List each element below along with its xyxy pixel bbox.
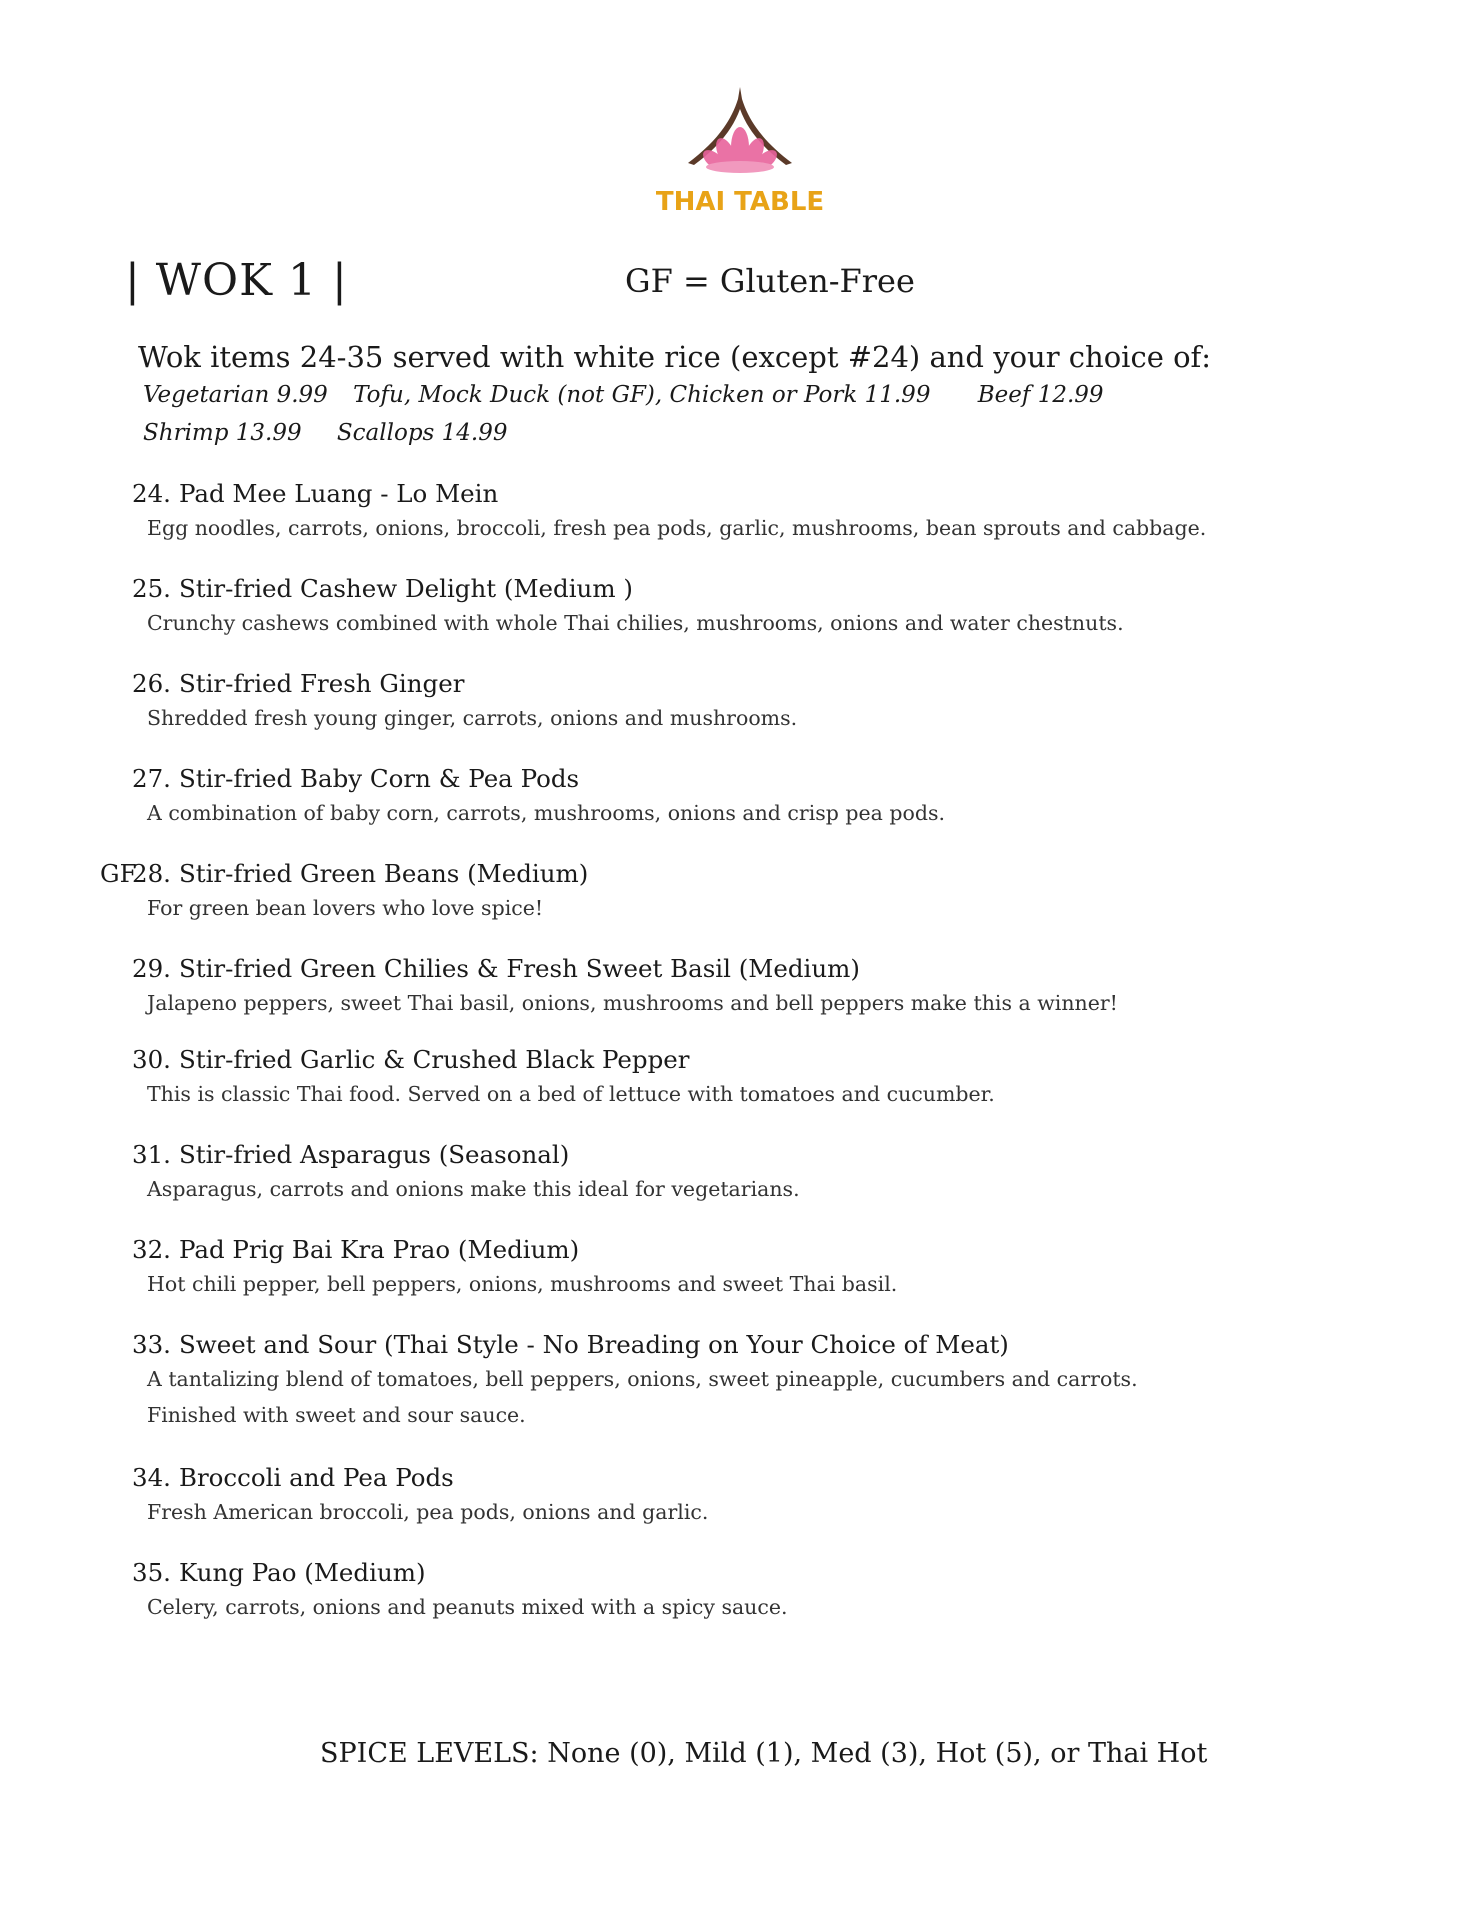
item-name: Kung Pao (Medium): [178, 1558, 426, 1587]
menu-item: [132, 953, 1282, 1021]
item-description: Egg noodles, carrots, onions, broccoli, fresh pea pods, garlic, mushrooms, bean sprouts and cabbage.: [147, 516, 1207, 540]
item-description: This is classic Thai food. Served on a bed of lettuce with tomatoes and cucumber.: [147, 1082, 995, 1106]
item-description: Shredded fresh young ginger, carrots, onions and mushrooms.: [147, 706, 798, 730]
lotus-roof-icon: [650, 85, 830, 220]
price-beef: Beef 12.99: [977, 382, 1104, 408]
price-line-2: [143, 420, 508, 446]
price-tofu-duck-chicken-pork: Tofu, Mock Duck (not GF), Chicken or Pork 11.99: [353, 382, 931, 408]
brand-name: THAI TABLE: [655, 187, 825, 217]
menu-item: [132, 1462, 1282, 1530]
item-name: Stir-fried Green Chilies & Fresh Sweet Basil (Medium): [178, 954, 860, 983]
thai-table-logo: [650, 85, 830, 220]
item-number: 24.: [132, 479, 171, 508]
item-description: Asparagus, carrots and onions make this ideal for vegetarians.: [147, 1177, 800, 1201]
gf-legend: GF = Gluten-Free: [625, 262, 915, 300]
item-number: 27.: [132, 764, 171, 793]
price-line-1: [143, 382, 1104, 408]
item-number: 29.: [132, 954, 171, 983]
item-description: Fresh American broccoli, pea pods, onions and garlic.: [147, 1500, 709, 1524]
item-name: Stir-fried Fresh Ginger: [178, 669, 465, 698]
item-name: Pad Mee Luang - Lo Mein: [178, 479, 499, 508]
item-number: 31.: [132, 1140, 171, 1169]
menu-item: [132, 1044, 1282, 1112]
menu-item: [132, 668, 1282, 736]
item-name: Sweet and Sour (Thai Style - No Breading on Your Choice of Meat): [178, 1330, 1009, 1359]
item-number: 34.: [132, 1463, 171, 1492]
item-name: Pad Prig Bai Kra Prao (Medium): [178, 1235, 580, 1264]
item-description: Finished with sweet and sour sauce.: [147, 1403, 526, 1427]
spice-levels: SPICE LEVELS: None (0), Mild (1), Med (3), Hot (5), or Thai Hot: [320, 1738, 1208, 1769]
price-vegetarian: Vegetarian 9.99: [143, 382, 328, 408]
item-number: 25.: [132, 574, 171, 603]
item-description: Crunchy cashews combined with whole Thai chilies, mushrooms, onions and water chestnuts.: [147, 611, 1124, 635]
item-name: Broccoli and Pea Pods: [178, 1463, 454, 1492]
item-number: 35.: [132, 1558, 171, 1587]
menu-item: [132, 478, 1282, 546]
item-number: 30.: [132, 1045, 171, 1074]
menu-item: [132, 1557, 1282, 1625]
item-number: 26.: [132, 669, 171, 698]
menu-item: [132, 763, 1282, 831]
item-number: 33.: [132, 1330, 171, 1359]
price-scallops: Scallops 14.99: [336, 420, 508, 446]
menu-item: [132, 1329, 1282, 1433]
item-number: 32.: [132, 1235, 171, 1264]
item-name: Stir-fried Baby Corn & Pea Pods: [178, 764, 580, 793]
item-name: Stir-fried Cashew Delight (Medium ): [178, 574, 633, 603]
menu-item: [132, 1234, 1282, 1302]
item-description: Hot chili pepper, bell peppers, onions, mushrooms and sweet Thai basil.: [147, 1272, 898, 1296]
price-shrimp: Shrimp 13.99: [143, 420, 302, 446]
menu-item: [132, 573, 1282, 641]
item-number: 28.: [132, 859, 171, 888]
gluten-free-tag: GF: [100, 859, 137, 888]
item-name: Stir-fried Green Beans (Medium): [178, 859, 589, 888]
menu-item: [132, 1139, 1282, 1207]
item-description: A combination of baby corn, carrots, mushrooms, onions and crisp pea pods.: [147, 801, 946, 825]
intro-text: Wok items 24-35 served with white rice (except #24) and your choice of:: [138, 340, 1212, 374]
item-description: Jalapeno peppers, sweet Thai basil, onions, mushrooms and bell peppers make this a winner!: [147, 991, 1118, 1015]
item-description: Celery, carrots, onions and peanuts mixed with a spicy sauce.: [147, 1595, 788, 1619]
item-description: A tantalizing blend of tomatoes, bell peppers, onions, sweet pineapple, cucumbers and carrots.: [147, 1367, 1138, 1391]
item-name: Stir-fried Garlic & Crushed Black Pepper: [178, 1045, 690, 1074]
item-description: For green bean lovers who love spice!: [147, 896, 544, 920]
section-title: | WOK 1 |: [125, 255, 348, 306]
item-name: Stir-fried Asparagus: [178, 1140, 431, 1169]
menu-item: [100, 858, 1282, 926]
item-note: (Seasonal): [438, 1140, 570, 1169]
